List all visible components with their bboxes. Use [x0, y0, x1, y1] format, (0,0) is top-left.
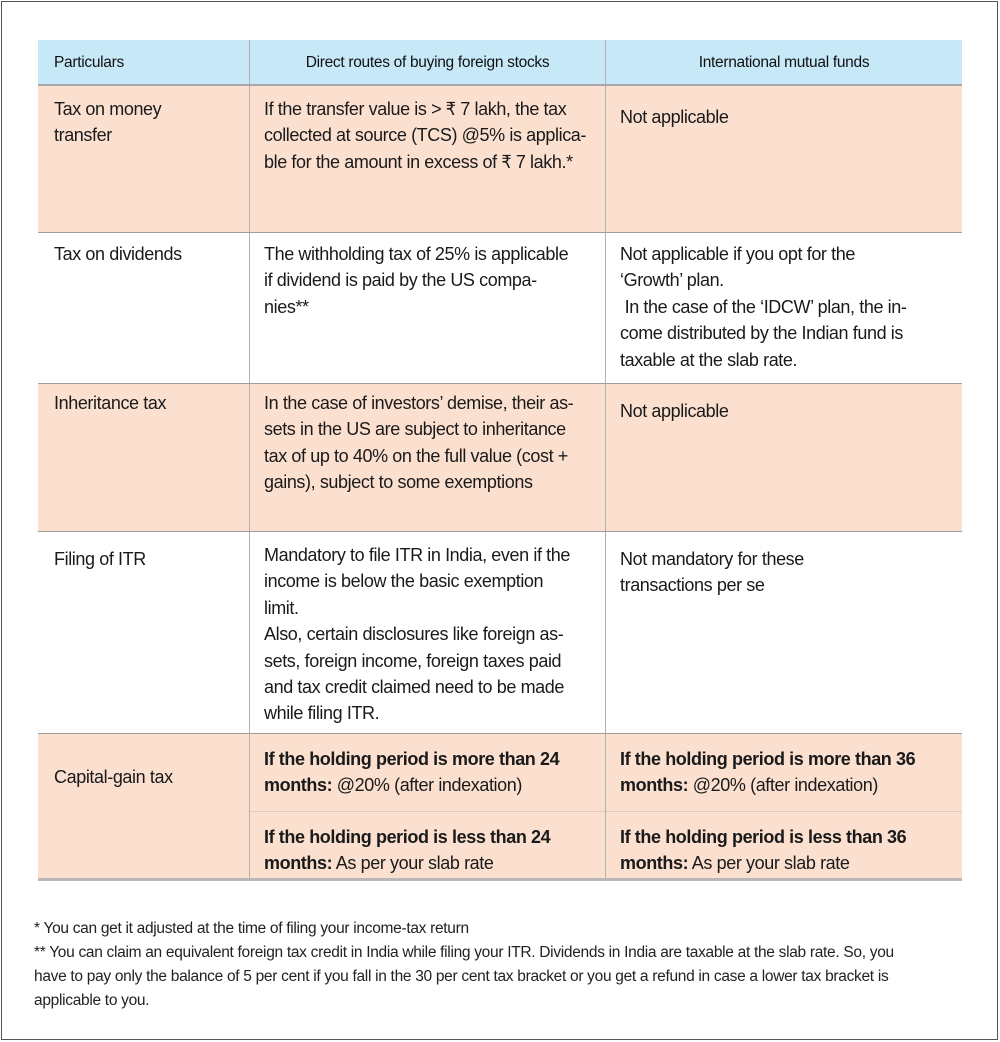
text-line: ‘Growth’ plan. — [620, 270, 724, 291]
text-line: In the case of the ‘IDCW’ plan, the in- — [620, 296, 907, 317]
header-particulars: Particulars — [38, 40, 250, 84]
text-line: As per your slab rate — [688, 853, 850, 874]
text-line: income is below the basic exemption — [264, 571, 544, 592]
text-line: while filing ITR. — [264, 703, 380, 724]
row-particular — [38, 734, 250, 878]
text-line: if dividend is paid by the US compa- — [264, 270, 537, 291]
text-line: If the holding period is less than 24 — [264, 827, 551, 847]
text-line: taxable at the slab rate. — [620, 349, 798, 370]
text-line: If the holding period is more than 36 — [620, 749, 916, 769]
text-line: Tax on money — [54, 99, 162, 119]
text-line: @20% (after indexation) — [332, 775, 522, 796]
text-line: limit. — [264, 597, 299, 618]
row-particular — [38, 86, 250, 232]
row-particular — [38, 233, 250, 383]
text-line: In the case of investors’ demise, their as- — [264, 393, 574, 413]
row-direct — [250, 734, 606, 878]
text-line: transfer — [54, 125, 112, 146]
table-row — [38, 532, 962, 734]
footnote-2-cont: have to pay only the balance of 5 per cent if you fall in the 30 per cent tax bracket or you get a refund in case a lower tax bracket is — [34, 968, 889, 985]
row-mf — [606, 532, 962, 733]
comparison-table — [38, 40, 962, 881]
text-line: Also, certain disclosures like foreign as- — [264, 624, 564, 645]
row-direct — [250, 86, 606, 232]
direct-long-term — [250, 734, 605, 812]
text-line: If the holding period is less than 36 — [620, 827, 907, 847]
text-line: Not applicable — [620, 107, 729, 127]
text-line: If the transfer value is > ₹ 7 lakh, the tax — [264, 99, 567, 119]
footnote-2: ** You can claim an equivalent foreign tax credit in India while filing your ITR. Dividends in India are taxable at the slab rate. So, you — [34, 944, 894, 961]
text-line: Mandatory to file ITR in India, even if the — [264, 545, 570, 565]
footnotes — [34, 917, 964, 1013]
text-line: The withholding tax of 25% is applicable — [264, 244, 569, 264]
text-line: and tax credit claimed need to be made — [264, 677, 564, 698]
text-line: Capital-gain tax — [54, 767, 173, 787]
row-mf — [606, 233, 962, 383]
row-mf — [606, 734, 962, 878]
text-line: Inheritance tax — [54, 393, 167, 413]
row-direct — [250, 532, 606, 733]
text-line: sets, foreign income, foreign taxes paid — [264, 650, 562, 671]
text-line: Not applicable — [620, 401, 729, 421]
text-line: ble for the amount in excess of ₹ 7 lakh.* — [264, 151, 573, 172]
row-direct — [250, 233, 606, 383]
row-particular — [38, 384, 250, 531]
text-line: months: — [264, 853, 333, 874]
text-line: months: — [264, 775, 333, 796]
table-row — [38, 86, 962, 233]
text-line: If the holding period is more than 24 — [264, 749, 560, 769]
text-line: Filing of ITR — [54, 549, 146, 569]
mf-long-term — [606, 734, 962, 812]
header-mutual-funds: International mutual funds — [698, 54, 870, 71]
direct-short-term — [250, 812, 605, 877]
table-header — [38, 40, 962, 86]
text-line: As per your slab rate — [332, 853, 494, 874]
text-line: @20% (after indexation) — [688, 775, 878, 796]
footnote-1: * You can get it adjusted at the time of filing your income-tax return — [34, 920, 469, 937]
row-direct — [250, 384, 606, 531]
mf-short-term — [606, 812, 962, 877]
header-direct-routes: Direct routes of buying foreign stocks — [250, 40, 606, 84]
text-line: Not applicable if you opt for the — [620, 244, 855, 264]
text-line: sets in the US are subject to inheritance — [264, 419, 566, 440]
text-line: come distributed by the Indian fund is — [620, 323, 903, 344]
table-row-capital-gain — [38, 734, 962, 878]
table-row — [38, 384, 962, 532]
text-line: collected at source (TCS) @5% is applica- — [264, 125, 586, 146]
row-mf — [606, 384, 962, 531]
text-line: nies** — [264, 296, 309, 317]
text-line: transactions per se — [620, 575, 765, 596]
row-particular — [38, 532, 250, 733]
text-line: months: — [620, 775, 689, 796]
text-line: Tax on dividends — [54, 244, 182, 264]
text-line: tax of up to 40% on the full value (cost + — [264, 445, 568, 466]
text-line: Not mandatory for these — [620, 549, 804, 569]
footnote-2-end: applicable to you. — [34, 992, 150, 1009]
row-mf — [606, 86, 962, 232]
text-line: months: — [620, 853, 689, 874]
table-row — [38, 233, 962, 384]
text-line: gains), subject to some exemptions — [264, 472, 533, 493]
